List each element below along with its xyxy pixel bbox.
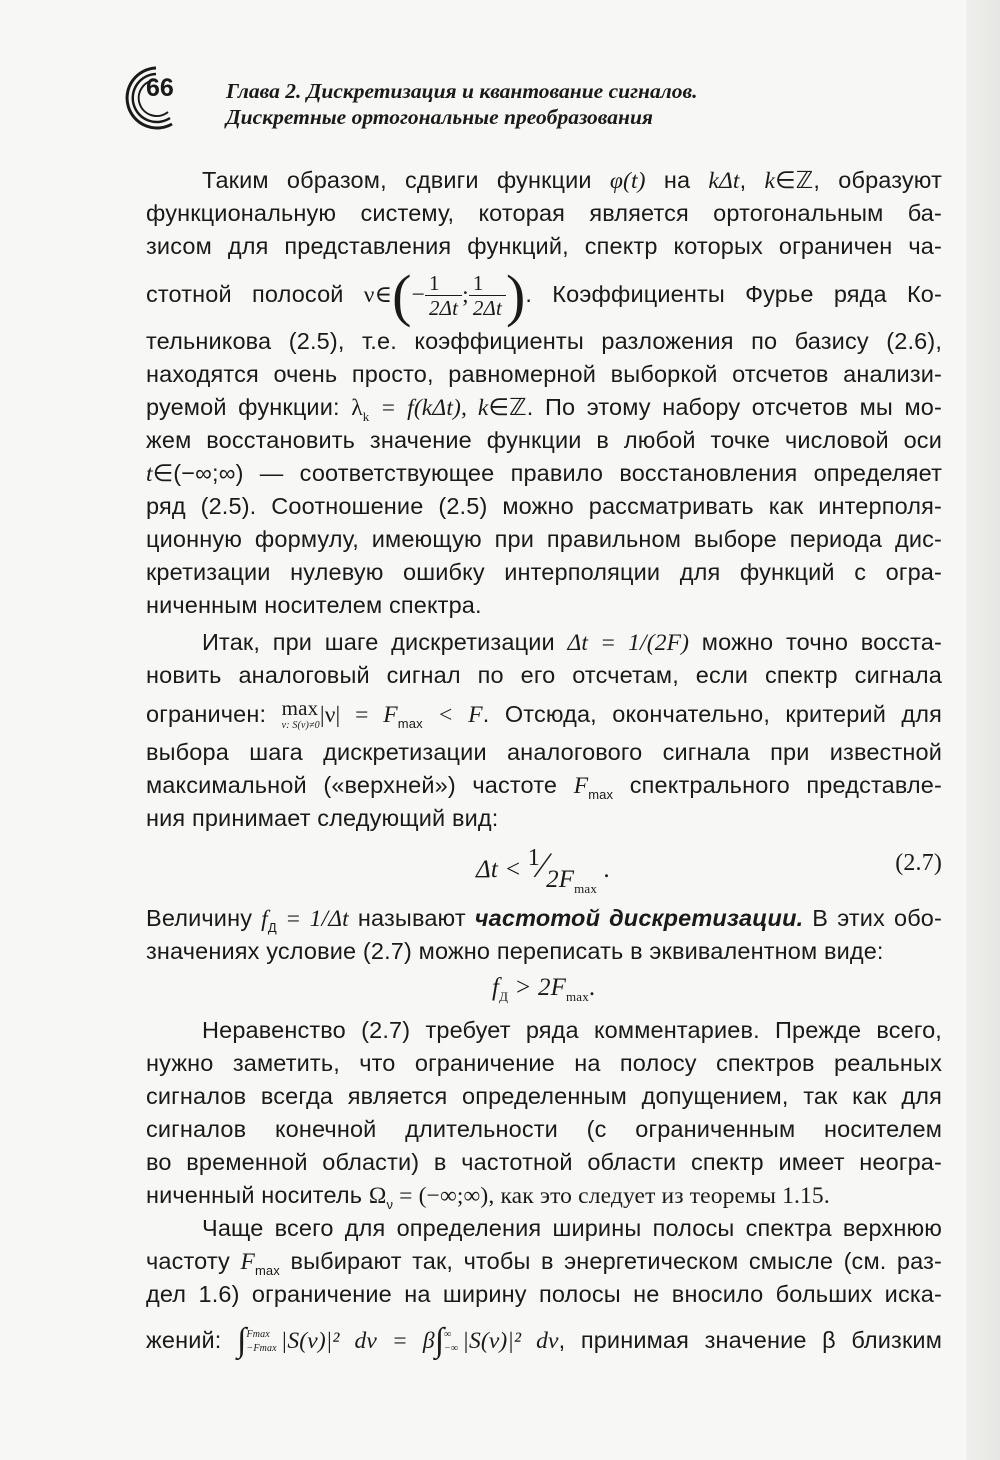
subscript: Д (499, 989, 509, 1004)
right-paren: ) (505, 262, 526, 328)
text-span: называют (348, 905, 475, 931)
denominator: 2F (546, 866, 575, 893)
text-line (146, 391, 942, 424)
paragraph-5 (146, 1212, 942, 1365)
text-span: ∈ℤ. По этому набору отсчетов мы мо- (488, 394, 942, 420)
text-line: значениях условие (2.7) можно переписать в эквивалентном виде: (146, 938, 884, 964)
equation-fd (146, 974, 942, 1014)
text-line: Неравенство (2.7) требует ряда комментариев. Прежде всего, (202, 1017, 942, 1043)
paragraph-2 (146, 626, 942, 835)
text-line: выбора шага дискретизации аналогового сигнала при известной (146, 739, 942, 765)
text-span: спектрального представле- (613, 772, 942, 798)
math-dt-lt: Δt < (476, 856, 528, 883)
text-span: частоту (146, 1248, 241, 1274)
text-span: жений: (146, 1327, 238, 1353)
term-emphasis: частотой дискретизации. (474, 905, 804, 931)
math-k: k (477, 395, 489, 421)
page-edge (966, 0, 1000, 1460)
equation-number: (2.7) (895, 850, 942, 876)
text-line: жем восстановить значение функции в любой точке числовой оси (146, 427, 942, 453)
subscript: ν (386, 1197, 394, 1212)
text-span: Величину (146, 905, 262, 931)
math-rel: > 2F (508, 974, 567, 1001)
dot: . (597, 856, 610, 883)
text-line: ниченным носителем спектра. (146, 592, 482, 618)
math-phi: φ(t) (609, 168, 646, 194)
subscript: Д (267, 920, 277, 935)
math-f: f (492, 974, 500, 1001)
text-span: Итак, при шаге дискретизации (202, 629, 568, 655)
fraction-numerator: 1 (469, 271, 506, 296)
integral-limits (444, 1328, 458, 1356)
minus-sign: − (411, 282, 425, 308)
text-line: ния принимает следующий вид: (146, 805, 499, 831)
math-F: F (240, 1249, 255, 1275)
chapter-title-line2: Дискретные ортогональные преобразования (226, 105, 653, 129)
subscript: max (566, 989, 589, 1004)
upper-limit: Fmax (246, 1328, 270, 1340)
fraction-numerator: 1 (425, 271, 462, 296)
text-span: ниченный носитель (146, 1182, 369, 1208)
subscript: max (574, 881, 597, 896)
max-limit: ν: S(ν)≠0 (281, 719, 320, 731)
text-line-with-fraction (146, 262, 942, 328)
text-span: ограничен: (146, 701, 282, 727)
math-fkdt: = f(kΔt), (369, 395, 478, 421)
text-span: . Отсюда, окончательно, критерий для (482, 701, 942, 727)
text-line: ряд (2.5). Соотношение (2.5) можно рассматривать как интерполя- (146, 493, 942, 519)
math-eq: = 1/Δt (276, 906, 349, 932)
text-span: , (739, 167, 765, 193)
max-operator (281, 695, 320, 734)
subscript: k (362, 409, 370, 424)
chapter-title-line1: Глава 2. Дискретизация и квантование сигналов. (226, 79, 698, 103)
math-abs: |ν| = (319, 702, 384, 728)
subscript: max (254, 1263, 280, 1278)
text-line-with-integrals (146, 1311, 942, 1365)
integral-sign: ∫ (237, 1322, 247, 1359)
math-k: k (764, 168, 776, 194)
paragraph-1 (146, 164, 942, 622)
text-span: максимальной («верхней») частоте (146, 772, 574, 798)
math-lt-F: < F (422, 702, 483, 728)
text-span: , принимая значение β близким (558, 1327, 942, 1353)
text-line: новить аналоговый сигнал по его отсчетам, если спектр сигнала (146, 662, 942, 688)
fraction-denominator: 2Δt (429, 296, 459, 321)
math-nu: ν∈ (363, 282, 393, 308)
upper-limit: ∞ (444, 1328, 452, 1340)
text-line: кретизации нулевую ошибку интерполяции для функций с огра- (146, 559, 942, 585)
text-span: руемой функции: (146, 394, 352, 420)
text-line: Чаще всего для определения ширины полосы спектра верхнюю (202, 1215, 942, 1241)
text-line (146, 457, 942, 490)
text-line: дел 1.6) ограничение на ширину полосы не вносило больших иска- (146, 1281, 942, 1307)
integrand: |S(ν)|² dν = β (280, 1328, 435, 1354)
page-number: 66 (146, 74, 174, 102)
text-line: во временной области) в частотной области спектр имеет неогра- (146, 1149, 942, 1175)
text-line (146, 902, 942, 935)
slash: ⁄ (539, 845, 547, 885)
numerator: 1 (527, 845, 540, 871)
text-span: В этих обо- (803, 905, 942, 931)
text-line (146, 626, 942, 659)
text-span: стотной полосой (146, 281, 364, 307)
text-line: зисом для представления функций, спектр которых ограничен ча- (146, 233, 942, 259)
max-label: max (281, 695, 319, 720)
paragraph-3 (146, 902, 942, 968)
text-line (146, 1245, 942, 1278)
text-span: можно точно восста- (689, 629, 942, 655)
text-line (146, 1179, 942, 1212)
text-span: ∈(−∞;∞) — соответствующее правило восстановления определяет (152, 460, 942, 486)
text-line (146, 769, 942, 802)
text-line: нужно заметить, что ограничение на полосу спектров реальных (146, 1050, 942, 1076)
text-span: = (−∞;∞), как это следует из теоремы 1.15. (393, 1183, 830, 1209)
text-line: сигналов всегда является определенным допущением, так как для (146, 1083, 942, 1109)
text-line (146, 164, 942, 197)
text-span: . Коэффициенты Фурье ряда Ко- (525, 281, 942, 307)
chapter-title (226, 78, 697, 130)
text-line: тельникова (2.5), т.е. коэффициенты разложения по базису (2.6), (146, 328, 942, 354)
separator: ; (462, 282, 469, 308)
subscript: max (588, 787, 614, 802)
math-dt: Δt = 1/(2F) (567, 630, 690, 656)
text-span: Таким образом, сдвиги функции (202, 167, 610, 193)
integrand: |S(ν)|² dν (462, 1328, 559, 1354)
math-F: F (383, 702, 398, 728)
text-span: ∈ℤ, образуют (775, 167, 942, 193)
text-line: сигналов конечной длительности (с ограниченным носителем (146, 1116, 942, 1142)
text-line: ционную формулу, имеющую при правильном выборе периода дис- (146, 526, 942, 552)
math-lambda: λ (351, 395, 363, 421)
math-kdt: kΔt (708, 168, 740, 194)
equation-body (476, 844, 610, 896)
subscript: max (397, 716, 423, 731)
text-span: выбирают так, чтобы в энергетическом смысле (см. раз- (279, 1248, 942, 1274)
integral-limits (246, 1328, 276, 1356)
equation-body (492, 974, 595, 1002)
text-line: находятся очень просто, равномерной выборкой отсчетов анализи- (146, 361, 942, 387)
text-line-with-max (146, 692, 942, 736)
fraction-2 (469, 271, 506, 320)
math-t: t (146, 461, 153, 487)
math-omega: Ω (368, 1183, 387, 1209)
math-f: f (261, 906, 268, 932)
equation-2-7 (146, 838, 942, 894)
fraction-denominator: 2Δt (472, 296, 502, 321)
page-header (110, 62, 770, 132)
integral-sign: ∫ (434, 1322, 445, 1359)
dot: . (588, 974, 596, 1001)
text-line: функциональную систему, которая является ортогональным ба- (146, 200, 942, 226)
fraction-1 (425, 271, 462, 320)
left-paren: ( (392, 262, 412, 328)
lower-limit: −∞ (444, 1342, 459, 1354)
text-span: на (645, 167, 709, 193)
lower-limit: −Fmax (246, 1342, 277, 1354)
math-F: F (573, 773, 589, 799)
paragraph-4 (146, 1014, 942, 1212)
